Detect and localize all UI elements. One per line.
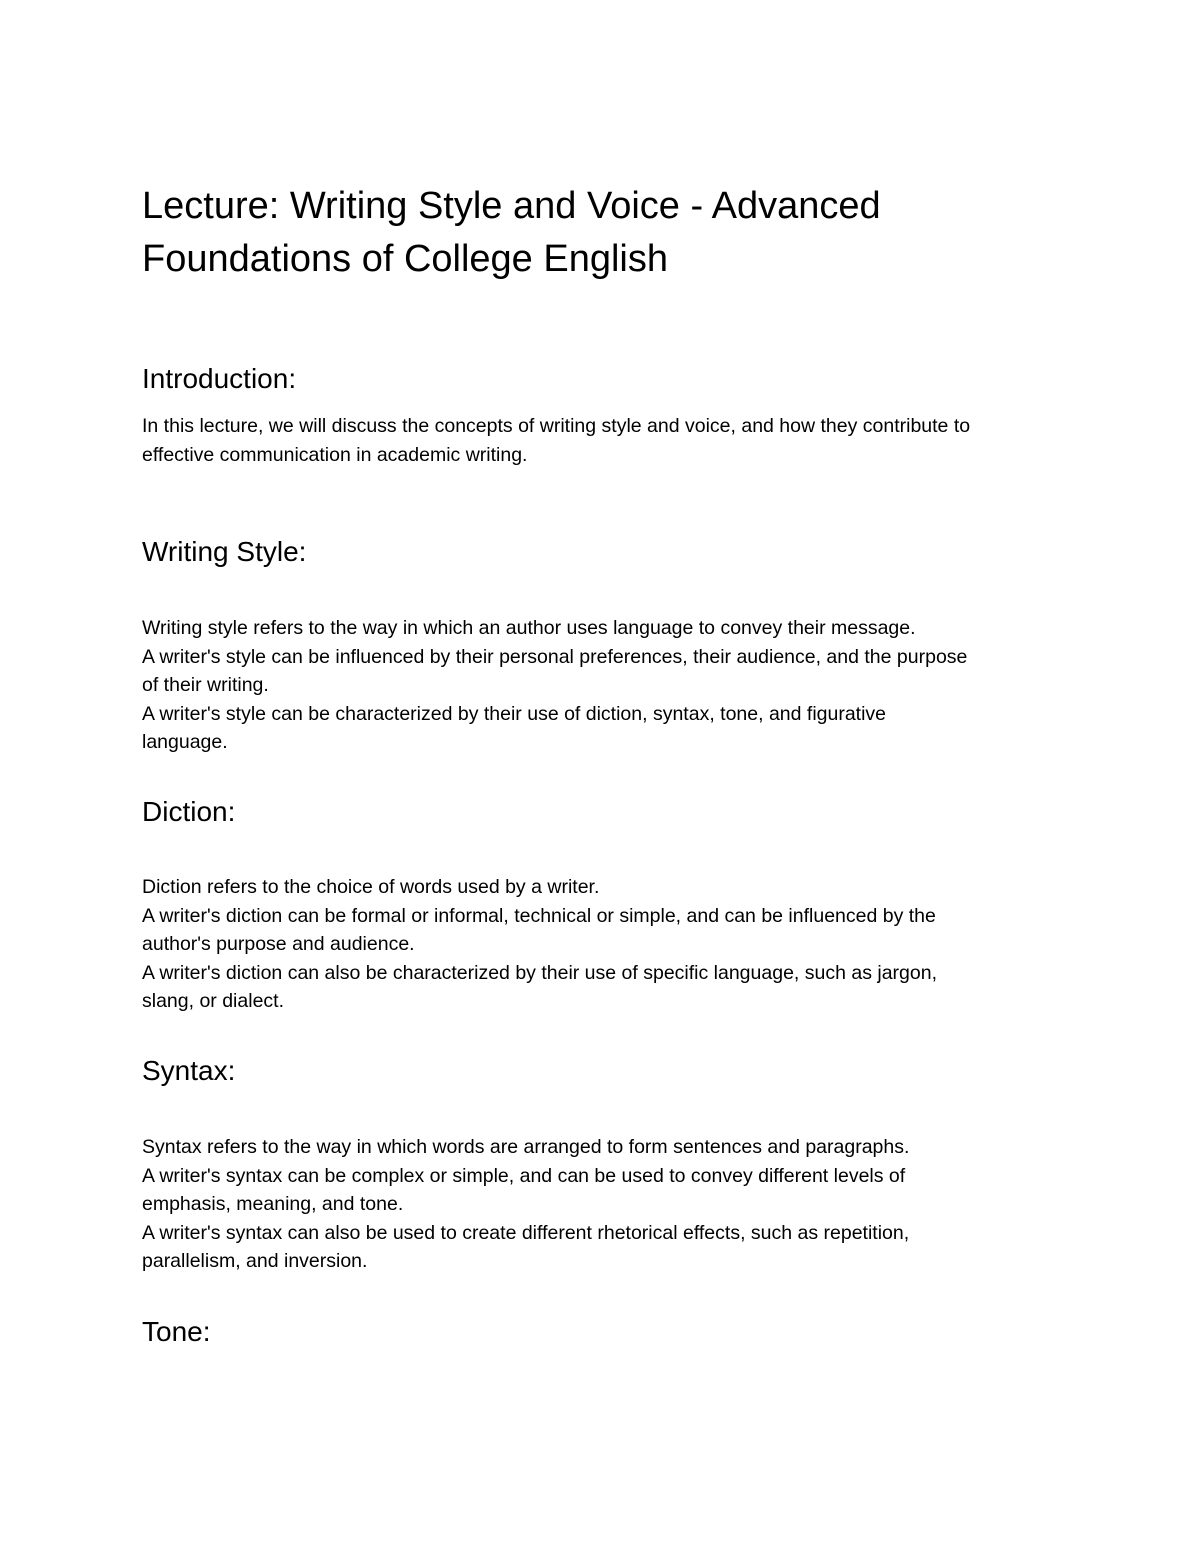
text-line: Syntax refers to the way in which words are arranged to form sentences and paragraphs. xyxy=(142,1136,910,1158)
text-line: emphasis, meaning, and tone. xyxy=(142,1193,404,1215)
text-line: Diction refers to the choice of words used by a writer. xyxy=(142,876,600,898)
paragraph-introduction xyxy=(142,412,1072,469)
text-line: A writer's diction can be formal or informal, technical or simple, and can be influenced by the xyxy=(142,904,936,927)
text-line: A writer's syntax can be complex or simple, and can be used to convey different levels of xyxy=(142,1164,906,1187)
heading-syntax: Syntax: xyxy=(142,1055,236,1086)
text-line: A writer's syntax can also be used to create different rhetorical effects, such as repetition, xyxy=(142,1221,910,1244)
text-line: Writing style refers to the way in which an author uses language to convey their message. xyxy=(142,617,916,639)
document-title xyxy=(142,180,1042,286)
text-line: In this lecture, we will discuss the concepts of writing style and voice, and how they contribute to xyxy=(142,415,971,437)
text-line: A writer's style can be characterized by their use of diction, syntax, tone, and figurative xyxy=(142,702,887,725)
text-line: A writer's style can be influenced by their personal preferences, their audience, and the purpose xyxy=(142,645,968,668)
text-line: of their writing. xyxy=(142,674,269,696)
text-line: effective communication in academic writing. xyxy=(142,443,528,466)
text-line: parallelism, and inversion. xyxy=(142,1250,368,1272)
paragraph-writing-style xyxy=(142,614,1072,757)
heading-writing-style: Writing Style: xyxy=(142,536,307,567)
text-line: slang, or dialect. xyxy=(142,990,284,1012)
title-line-1: Lecture: Writing Style and Voice - Advanced xyxy=(142,185,881,227)
paragraph-syntax xyxy=(142,1133,1072,1276)
heading-tone: Tone: xyxy=(142,1316,211,1347)
title-line-2: Foundations of College English xyxy=(142,238,669,280)
heading-introduction: Introduction: xyxy=(142,363,297,394)
text-line: author's purpose and audience. xyxy=(142,933,415,955)
text-line: language. xyxy=(142,731,228,753)
heading-diction: Diction: xyxy=(142,796,236,827)
text-line: A writer's diction can also be characterized by their use of specific language, such as jargon, xyxy=(142,961,937,984)
paragraph-diction xyxy=(142,873,1072,1016)
